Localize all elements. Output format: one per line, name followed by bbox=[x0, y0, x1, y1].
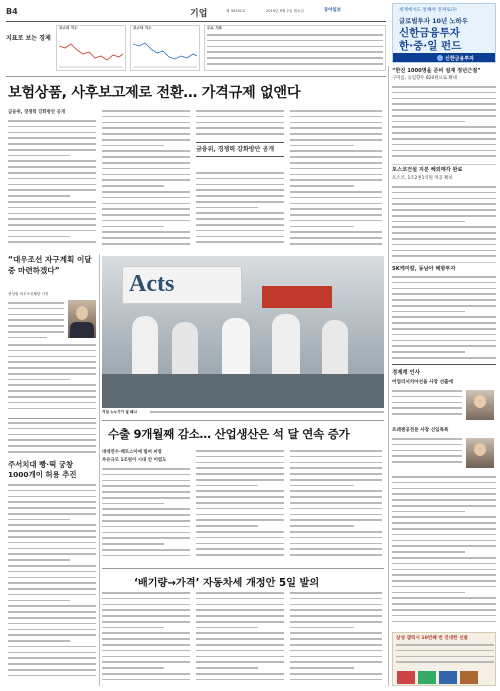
ad-product-thumb-1 bbox=[397, 671, 415, 684]
issue-date: 2019년 9월 2일 월요일 bbox=[266, 9, 304, 13]
ad-line-4: 한·중·일 펀드 bbox=[399, 40, 462, 52]
sidebar-story-2-title: 포스코건설 지분 해외매각 완료 bbox=[392, 167, 463, 173]
sidebar bbox=[392, 68, 496, 688]
sidebar-story-3-title: SK케미칼, 동남아 해방투자 bbox=[392, 266, 456, 272]
left-story-text-1 bbox=[8, 422, 96, 458]
market-title: 지표로 보는 경제 bbox=[6, 35, 51, 42]
kosdaq-line-chart bbox=[133, 34, 197, 68]
indicator-table-rows bbox=[207, 34, 383, 70]
interview-text-b bbox=[8, 344, 96, 414]
kospi-chart bbox=[56, 25, 126, 71]
main-story-col-1 bbox=[8, 120, 96, 250]
interview-portrait bbox=[68, 300, 96, 338]
portrait-face bbox=[76, 306, 88, 320]
kosdaq-chart bbox=[130, 25, 200, 71]
bottom-col-3 bbox=[290, 592, 382, 686]
indicator-table-title: 주요 지표 bbox=[207, 26, 223, 30]
ad-product-thumb-2 bbox=[418, 671, 436, 684]
sidebar-story-1-text bbox=[392, 86, 496, 162]
sidebar-story-2-text bbox=[392, 186, 496, 260]
kosdaq-series-line bbox=[133, 43, 197, 59]
ad-line-2: 글로벌투자 10년 노하우 bbox=[399, 17, 468, 25]
middle-subhead-2: 부유규모 1조원이 시대 안 어렵도 bbox=[102, 458, 167, 463]
kospi-line-chart bbox=[59, 34, 123, 68]
kospi-chart-title: 코스피 지수 bbox=[59, 26, 78, 30]
middle-col-1 bbox=[102, 468, 190, 566]
interview-name: 정성립 대우조선해양 사장 bbox=[8, 292, 49, 296]
photo-caption: 거침 누누가가 잘 돼나 bbox=[102, 410, 137, 414]
bottom-col-1 bbox=[102, 592, 190, 686]
header-rule bbox=[6, 21, 386, 22]
sidebar-rule-2 bbox=[392, 262, 496, 263]
main-subhead: 금융위, 경쟁력 강화방안 공개 bbox=[8, 110, 66, 115]
portrait-suit bbox=[70, 322, 94, 338]
sidebar-story-2-sub: 포스코, 1조2천1억원 적공 확보 bbox=[392, 176, 453, 181]
shinhan-logo-icon bbox=[437, 55, 443, 61]
sidebar-story-3-text bbox=[392, 276, 496, 362]
edition-number: 제 30332호 bbox=[226, 9, 246, 13]
bottom-col-2 bbox=[196, 592, 284, 686]
interview-box bbox=[8, 254, 96, 414]
sidebar-ad-title: 삼성 갤럭시 10번째 번 진대한 선물 bbox=[396, 636, 469, 641]
people-item-2-text bbox=[392, 438, 462, 470]
main-story-col-3 bbox=[196, 110, 284, 140]
left-col-divider bbox=[99, 254, 100, 686]
top-advertisement[interactable] bbox=[392, 3, 496, 63]
left-rule-1 bbox=[8, 418, 96, 419]
people-2-face bbox=[474, 443, 486, 456]
people-list-text bbox=[392, 476, 496, 632]
people-item-1-photo bbox=[466, 390, 494, 420]
ad-line-1: 세계에서도 통해야 진짜로다! bbox=[399, 8, 458, 13]
ad-product-thumb-3 bbox=[439, 671, 457, 684]
sidebar-story-1-title: “한진 1000명을 준비 설계 정년근절” bbox=[392, 68, 481, 74]
main-story-col-2 bbox=[102, 110, 190, 250]
people-item-1-text bbox=[392, 390, 462, 422]
sidebar-advertisement[interactable] bbox=[392, 632, 496, 686]
middle-subhead-1: 대데연수·베트스아에 벌써 씨랑 bbox=[102, 450, 162, 455]
indicator-table bbox=[204, 25, 386, 71]
interview-text-a bbox=[8, 302, 64, 342]
sidebar-rule-1 bbox=[392, 164, 496, 165]
bottom-rule bbox=[102, 568, 384, 569]
ad-product-thumb-4 bbox=[460, 671, 478, 684]
ad-line-3: 신한금융투자 bbox=[399, 27, 460, 39]
market-section bbox=[6, 24, 386, 74]
kospi-series-line bbox=[59, 44, 123, 60]
middle-col-3 bbox=[290, 450, 382, 566]
publication-name: 동아일보 bbox=[324, 8, 341, 13]
ad-brand-bar bbox=[393, 53, 496, 63]
sidebar-divider bbox=[388, 66, 389, 686]
photo-sign bbox=[122, 266, 242, 304]
main-headline: 보험상품, 사후보고제로 전환… 가격규제 없앤다 bbox=[8, 85, 301, 101]
ad-brand: 신한금융투자 bbox=[445, 56, 474, 62]
market-rule bbox=[6, 76, 386, 77]
left-story-text-2 bbox=[8, 484, 96, 684]
bottom-headline: ‘배기량→가격’ 자동차세 개정안 5일 발의 bbox=[134, 578, 320, 589]
sidebar-ad-text bbox=[396, 644, 494, 668]
page-number: B4 bbox=[6, 7, 18, 16]
people-section-title: 경제계 인사 bbox=[392, 370, 420, 376]
section-title: 기업 bbox=[190, 9, 208, 19]
sidebar-story-1-sub: 구미를, 응엄향우 820원으로 확대 bbox=[392, 76, 457, 81]
photo-sign-letters: Acts bbox=[129, 271, 175, 297]
main-story-col-3b bbox=[196, 172, 284, 252]
short-story-headline: 주서치대 빵·떡 궁창 1000개이 허용 추진 bbox=[8, 460, 77, 479]
photo-caption-text bbox=[150, 411, 384, 419]
people-item-2-photo bbox=[466, 438, 494, 468]
kosdaq-chart-title: 코스닥 지수 bbox=[133, 26, 152, 30]
photo-banner-red bbox=[262, 286, 332, 308]
middle-rule bbox=[102, 420, 384, 421]
sidebar-rule-3 bbox=[392, 364, 496, 365]
people-1-face bbox=[474, 395, 486, 408]
inline-pullquote bbox=[196, 142, 284, 157]
main-photo bbox=[102, 256, 384, 408]
photo-conveyor bbox=[102, 374, 384, 408]
people-item-1-title: 어업리서치아선을 사장 선출에 bbox=[392, 380, 453, 385]
main-story-col-4 bbox=[290, 110, 382, 255]
people-item-2-title: 프레젠공전문 사장 신임목록 bbox=[392, 428, 449, 433]
interview-pullquote: “대우조선 자구계획 이달중 마련하겠다” bbox=[8, 255, 92, 275]
inline-pullquote-text: 금융위, 경쟁력 강화방안 공개 bbox=[196, 146, 275, 153]
middle-headline: 수출 9개월째 감소… 산업생산은 석 달 연속 증가 bbox=[108, 427, 350, 441]
middle-col-2 bbox=[196, 450, 284, 566]
